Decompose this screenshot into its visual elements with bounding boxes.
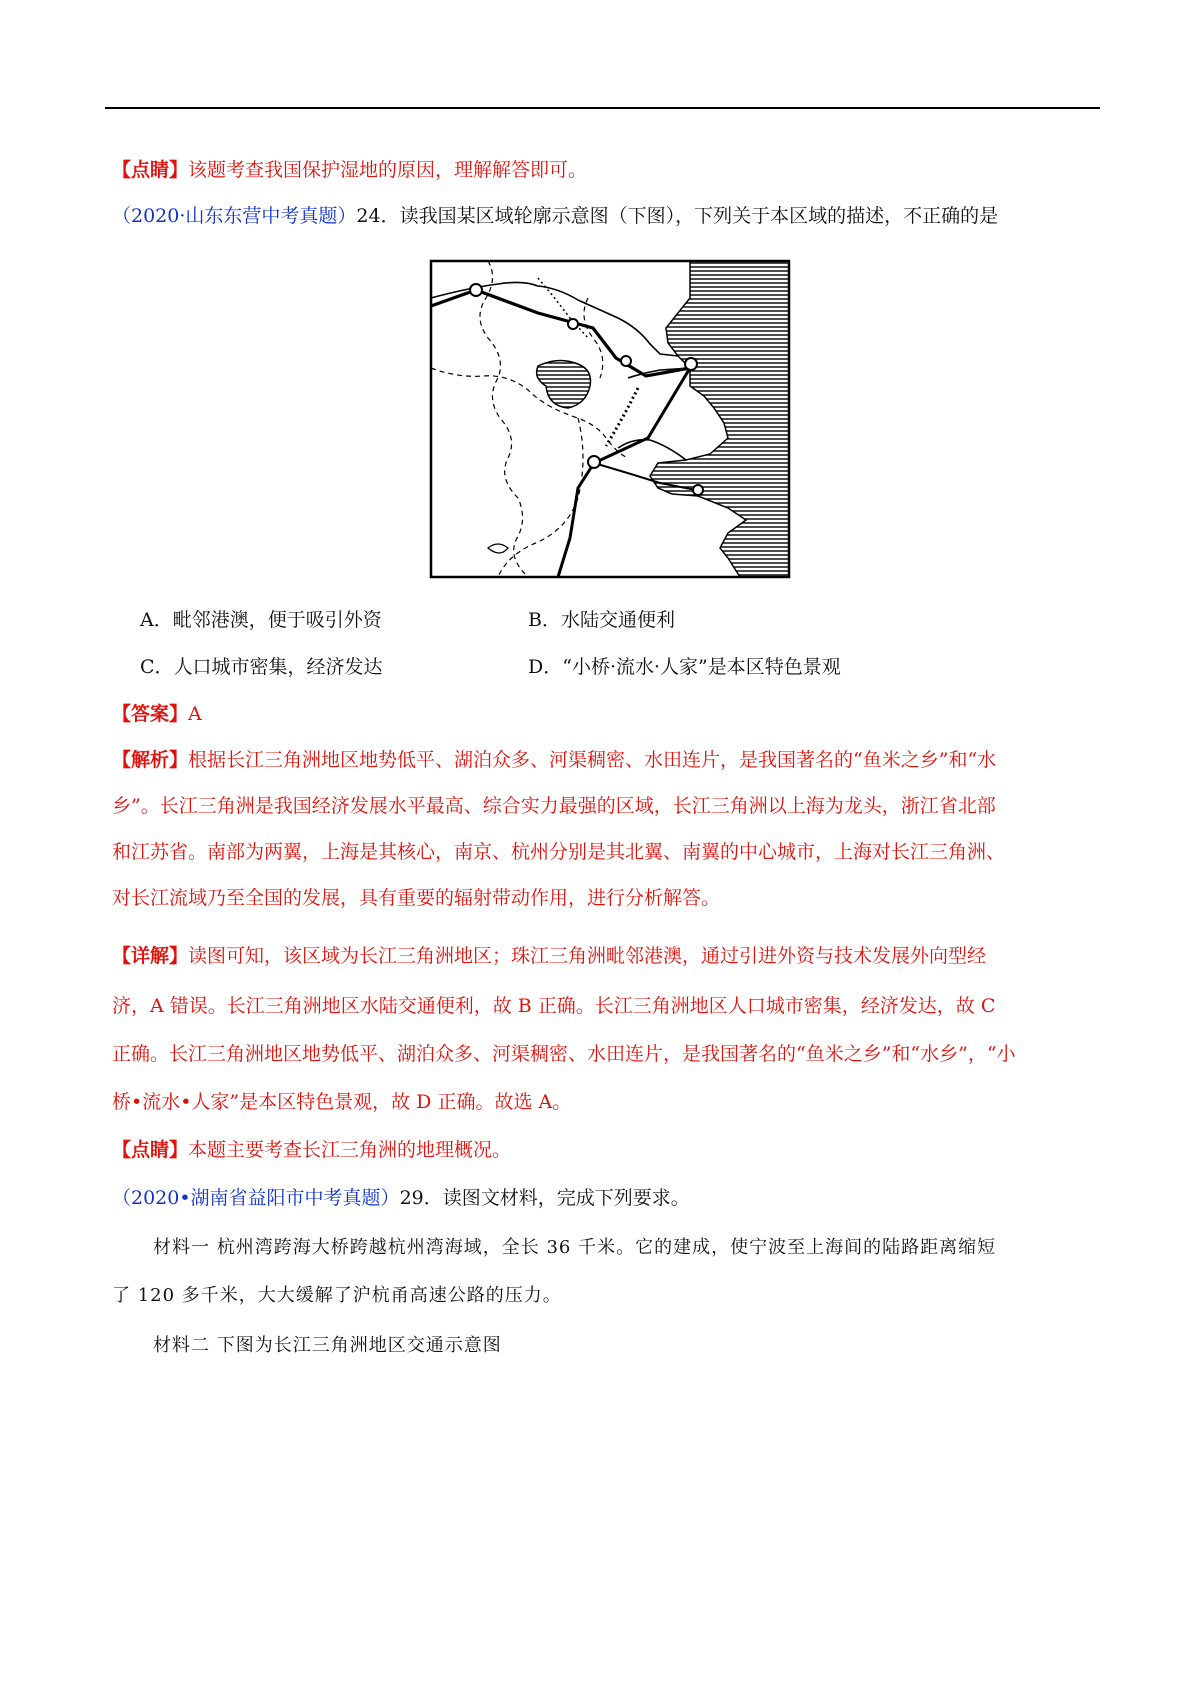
tip-tag-2: 【点睛】 (112, 1139, 189, 1161)
tip-text-2: 本题主要考查长江三角洲的地理概况。 (188, 1139, 512, 1161)
question-stem-2: 29．读图文材料，完成下列要求。 (399, 1187, 690, 1209)
city-marker-3 (621, 356, 631, 366)
detail-text-1: 读图可知，该区域为长江三角洲地区；珠江三角洲毗邻港澳，通过引进外资与技术发展外向型经 (188, 945, 987, 967)
question-24 (112, 204, 1102, 228)
tip-text: 该题考查我国保护湿地的原因，理解解答即可。 (188, 159, 588, 181)
detail-line-4: 桥•流水•人家”是本区特色景观，故 D 正确。故选 A。 (112, 1091, 572, 1113)
tip-tag: 【点睛】 (112, 159, 189, 181)
detail-line-3: 正确。长江三角洲地区地势低平、湖泊众多、河渠稠密、水田连片，是我国著名的“鱼米之乡”和“水乡”，“小 (112, 1043, 1016, 1065)
region-outline-map (428, 258, 792, 580)
city-marker-5 (588, 456, 600, 468)
option-b: B．水陆交通便利 (528, 609, 675, 631)
option-d: D．“小桥·流水·人家”是本区特色景观 (528, 656, 841, 678)
map-figure (428, 258, 792, 580)
city-marker-6 (693, 485, 703, 495)
analysis-line-4: 对长江流域乃至全国的发展，具有重要的辐射带动作用，进行分析解答。 (112, 887, 721, 909)
detail-line-2: 济，A 错误。长江三角洲地区水陆交通便利，故 B 正确。长江三角洲地区人口城市密集，经济发达，故 C (112, 995, 996, 1017)
tip-paragraph (112, 158, 1102, 182)
analysis-line-2: 乡”。长江三角洲是我国经济发展水平最高、综合实力最强的区域，长江三角洲以上海为龙头，浙江省北部 (112, 795, 996, 817)
option-c: C．人口城市密集，经济发达 (140, 656, 383, 678)
option-a: A．毗邻港澳，便于吸引外资 (140, 609, 382, 631)
city-marker-1 (470, 284, 482, 296)
analysis-text-1: 根据长江三角洲地区地势低平、湖泊众多、河渠稠密、水田连片，是我国著名的“鱼米之乡”和“水 (188, 749, 997, 771)
header-rule (105, 107, 1100, 109)
answer-tag: 【答案】 (112, 703, 189, 725)
city-marker-2 (568, 319, 578, 329)
question-stem: 24．读我国某区域轮廓示意图（下图），下列关于本区域的描述，不正确的是 (356, 205, 999, 227)
detail-tag: 【详解】 (112, 945, 189, 967)
detail-line-1 (112, 944, 1102, 968)
material-2: 材料二 下图为长江三角洲地区交通示意图 (153, 1335, 502, 1356)
tip-paragraph-2 (112, 1138, 1102, 1162)
material-1-line-1: 材料一 杭州湾跨海大桥跨越杭州湾海域，全长 36 千米。它的建成，使宁波至上海间的陆路距离缩短 (153, 1237, 997, 1258)
answer-text: A (188, 703, 202, 725)
analysis-line-3: 和江苏省。南部为两翼，上海是其核心，南京、杭州分别是其北翼、南翼的中心城市，上海对长江三角洲、 (112, 841, 1006, 863)
question-source: （2020·山东东营中考真题） (112, 205, 357, 227)
analysis-line-1 (112, 748, 1102, 772)
question-29 (112, 1186, 1102, 1210)
question-source-2: （2020•湖南省益阳市中考真题） (112, 1187, 400, 1209)
analysis-tag: 【解析】 (112, 749, 189, 771)
material-1-line-2: 了 120 多千米，大大缓解了沪杭甬高速公路的压力。 (112, 1285, 562, 1306)
city-marker-4 (685, 358, 697, 370)
answer-line (112, 702, 1102, 726)
